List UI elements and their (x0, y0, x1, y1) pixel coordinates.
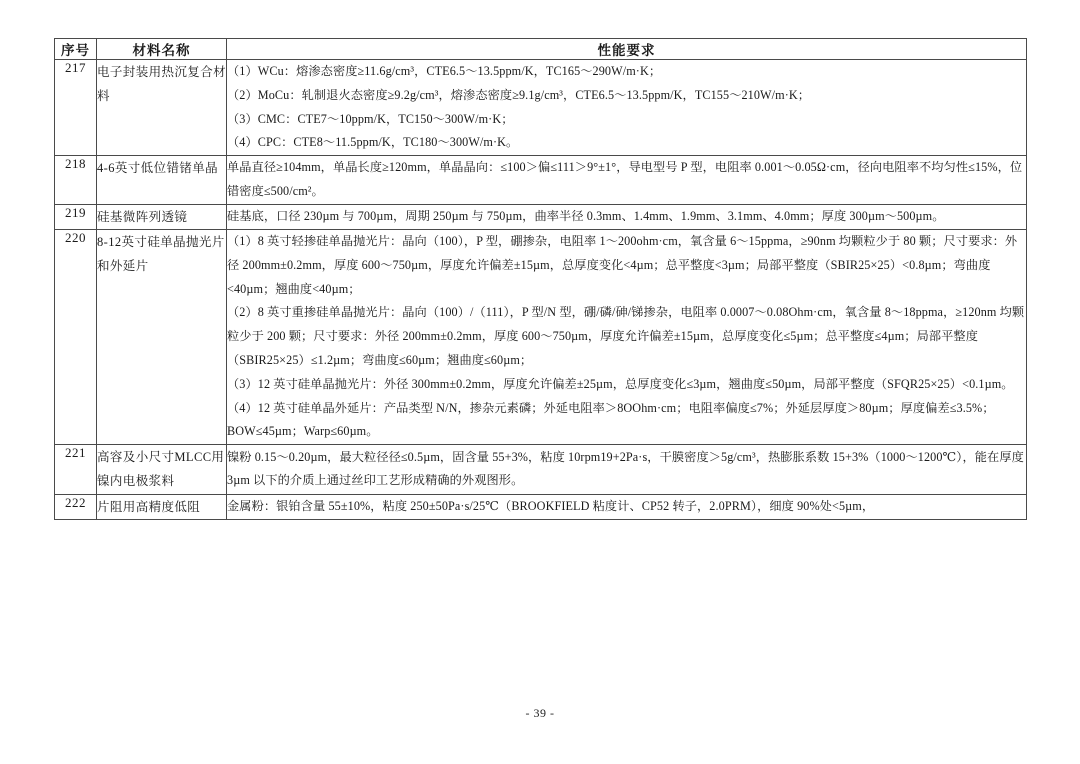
requirement-line: （4）12 英寸硅单晶外延片：产品类型 N/N，掺杂元素磷；外延电阻率＞8OOhm·cm；电阻率偏度≤7%；外延层厚度＞80µm；厚度偏差≤3.5%；BOW≤45µm；Warp≤60µm。 (227, 400, 995, 439)
row-requirements (227, 204, 1027, 229)
requirement-line: （4）CPC：CTE8～11.5ppm/K，TC180～300W/m·K。 (227, 135, 519, 150)
row-material-name: 高容及小尺寸MLCC用镍内电极浆料 (97, 445, 227, 495)
table-row (55, 204, 1027, 229)
table-row (55, 156, 1027, 205)
row-index: 222 (55, 494, 97, 519)
row-material-name: 8-12英寸硅单晶抛光片和外延片 (97, 230, 227, 445)
requirement-line: （1）WCu：熔渗态密度≥11.6g/cm³，CTE6.5～13.5ppm/K，TC165～290W/m·K； (227, 64, 662, 78)
requirement-line: 镍粉 0.15～0.20µm，最大粒径径≤0.5µm，固含量 55+3%，粘度 10rpm19+2Pa·s，干膜密度＞5g/cm³，热膨胀系数 15+3%（1000～1200℃），能在厚度 3µm 以下的介质上通过丝印工艺形成精确的外观图形。 (227, 449, 1024, 488)
requirement-line: （2）8 英寸重掺硅单晶抛光片：晶向（100）/（111），P 型/N 型，硼/磷/砷/锑掺杂，电阻率 0.0007～0.08Ohm·cm，氧含量 8～18ppma，≥120nm 均颗粒少于 200 颗；尺寸要求：外径 200mm±0.2mm，厚度 600～750µm，厚度允许偏差±15µm，总厚度变化≤5µm；总平整度≤4µm；局部平整度（SBIR25×25）≤1.2µm；弯曲度≤60µm；翘曲度≤60µm； (227, 305, 1025, 367)
column-header-performance-requirements: 性能要求 (227, 39, 1027, 60)
requirement-line: （2）MoCu：轧制退火态密度≥9.2g/cm³，熔渗态密度≥9.1g/cm³，CTE6.5～13.5ppm/K，TC155～210W/m·K； (227, 87, 811, 102)
requirement-line: （3）CMC：CTE7～10ppm/K，TC150～300W/m·K； (227, 111, 514, 126)
row-requirements (227, 494, 1027, 519)
requirement-line: 硅基底，口径 230µm 与 700µm，周期 250µm 与 750µm，曲率半径 0.3mm、1.4mm、1.9mm、3.1mm、4.0mm；厚度 300µm～500µm。 (227, 208, 945, 223)
row-requirements (227, 60, 1027, 156)
row-index: 221 (55, 445, 97, 495)
requirement-line: （1）8 英寸轻掺硅单晶抛光片：晶向（100），P 型，硼掺杂，电阻率 1～200ohm·cm，氧含量 6～15ppma，≥90nm 均颗粒少于 80 颗；尺寸要求：外径 200mm±0.2mm，厚度 600～750µm，厚度允许偏差±15µm，总厚度变化<4µm；总平整度<3µm；局部平整度（SBIR25×25）<0.8µm；弯曲度<40µm；翘曲度<40µm； (227, 234, 1018, 296)
table-row (55, 230, 1027, 445)
column-header-index: 序号 (55, 39, 97, 60)
row-requirements (227, 230, 1027, 445)
row-requirements (227, 445, 1027, 495)
requirement-line: （3）12 英寸硅单晶抛光片：外径 300mm±0.2mm，厚度允许偏差±25µm，总厚度变化≤3µm，翘曲度≤50µm，局部平整度（SFQR25×25）<0.1µm。 (227, 376, 1014, 391)
row-index: 217 (55, 60, 97, 156)
page-number: - 39 - (525, 706, 555, 720)
table-row (55, 445, 1027, 495)
spec-table-container (54, 38, 1026, 520)
row-requirements (227, 156, 1027, 205)
table-row (55, 494, 1027, 519)
row-index: 219 (55, 204, 97, 229)
row-index: 218 (55, 156, 97, 205)
row-material-name: 硅基微阵列透镜 (97, 204, 227, 229)
spec-table (54, 38, 1027, 520)
row-material-name: 4-6英寸低位错锗单晶 (97, 156, 227, 205)
row-material-name: 片阻用高精度低阻 (97, 494, 227, 519)
requirement-line: 单晶直径≥104mm，单晶长度≥120mm，单晶晶向：≤100＞偏≤111＞9°±1°，导电型号 P 型，电阻率 0.001～0.05Ω·cm，径向电阻率不均匀性≤15%，位错密度≤500/cm²。 (227, 160, 1023, 198)
table-row (55, 60, 1027, 156)
table-header-row (55, 39, 1027, 60)
column-header-material-name: 材料名称 (97, 39, 227, 60)
row-index: 220 (55, 230, 97, 445)
row-material-name: 电子封装用热沉复合材料 (97, 60, 227, 156)
requirement-line: 金属粉：银铂含量 55±10%，粘度 250±50Pa·s/25℃（BROOKFIELD 粘度计、CP52 转子，2.0PRM），细度 90%处<5µm， (227, 499, 875, 514)
